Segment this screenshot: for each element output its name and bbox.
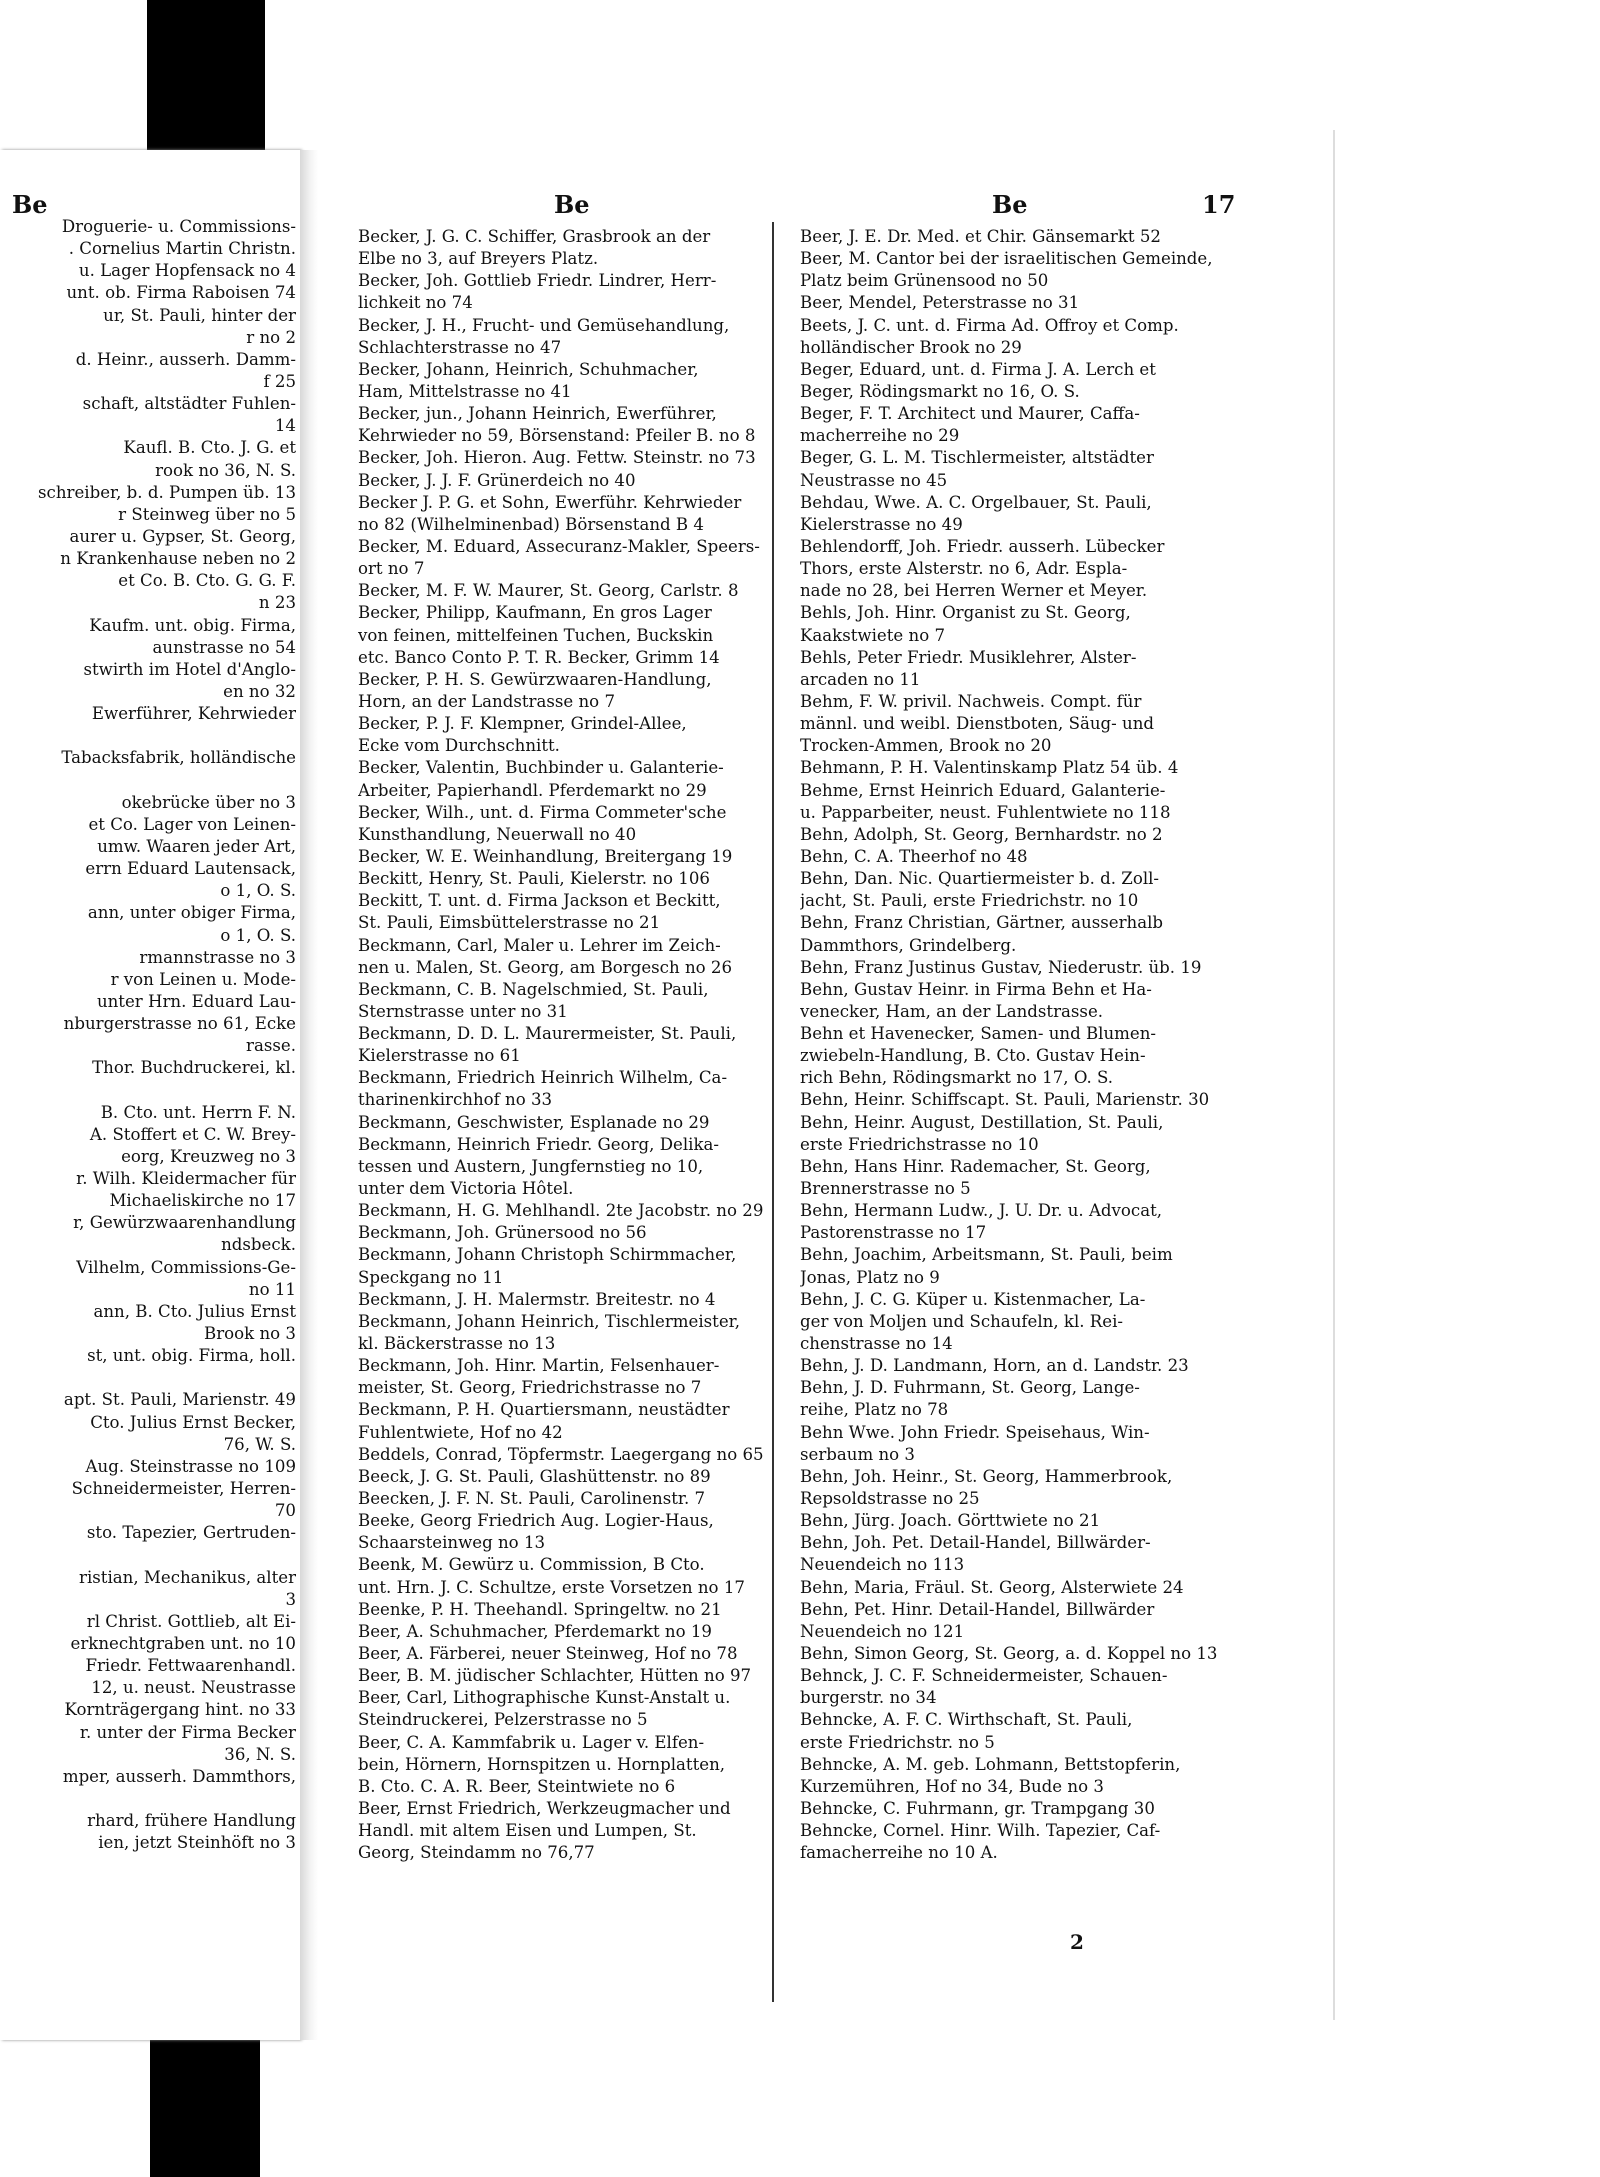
directory-line: Kaakstwiete no 7 (800, 625, 946, 645)
directory-line: Behn, J. D. Landmann, Horn, an d. Landstr. 23 (800, 1356, 1189, 1376)
directory-line: errn Eduard Lautensack, (85, 859, 296, 879)
left-page-column (0, 216, 296, 1854)
directory-line: rich Behn, Rödingsmarkt no 17, O. S. (800, 1068, 1114, 1088)
directory-line (0, 1079, 296, 1101)
directory-line: nade no 28, bei Herren Werner et Meyer. (800, 581, 1148, 601)
directory-line: Schaarsteinweg no 13 (358, 1533, 546, 1553)
directory-line: Vilhelm, Commissions-Ge- (76, 1257, 296, 1277)
directory-line: Behn, Hans Hinr. Rademacher, St. Georg, (800, 1156, 1151, 1176)
directory-line: rhard, frühere Handlung (87, 1811, 296, 1831)
directory-line: Beddels, Conrad, Töpfermstr. Laegergang no 65 (358, 1444, 764, 1464)
directory-line: ger von Moljen und Schaufeln, kl. Rei- (800, 1311, 1124, 1331)
directory-line: Beer, C. A. Kammfabrik u. Lager v. Elfen- (358, 1732, 705, 1752)
directory-line: rl Christ. Gottlieb, alt Ei- (86, 1611, 296, 1631)
directory-line: Sternstrasse unter no 31 (358, 1001, 568, 1021)
directory-line: Beger, Eduard, unt. d. Firma J. A. Lerch et (800, 359, 1156, 379)
directory-line: meister, St. Georg, Friedrichstrasse no 7 (358, 1378, 702, 1398)
directory-line: Kehrwieder no 59, Börsenstand: Pfeiler B. no 8 (358, 426, 756, 446)
directory-line: Becker, Johann, Heinrich, Schuhmacher, (358, 359, 699, 379)
directory-line: ann, unter obiger Firma, (87, 903, 296, 923)
directory-line: chenstrasse no 14 (800, 1334, 953, 1354)
directory-line: Behn, Hermann Ludw., J. U. Dr. u. Advocat, (800, 1201, 1163, 1221)
directory-line: Georg, Steindamm no 76,77 (358, 1843, 595, 1863)
directory-line: ristian, Mechanikus, alter (79, 1567, 296, 1587)
directory-line: erste Friedrichstrasse no 10 (800, 1134, 1039, 1154)
directory-line: Michaeliskirche no 17 (109, 1191, 296, 1211)
directory-line: rmannstrasse no 3 (139, 947, 296, 967)
directory-line: unt. ob. Firma Raboisen 74 (66, 283, 296, 303)
directory-line: Beckmann, Geschwister, Esplanade no 29 (358, 1112, 710, 1132)
directory-line: u. Lager Hopfensack no 4 (78, 261, 296, 281)
directory-line: Behn, Simon Georg, St. Georg, a. d. Koppel no 13 (800, 1644, 1218, 1663)
directory-line: Behn, Gustav Heinr. in Firma Behn et Ha- (800, 979, 1152, 999)
directory-line: Behncke, C. Fuhrmann, gr. Trampgang 30 (800, 1798, 1155, 1818)
directory-line: tessen und Austern, Jungfernstieg no 10, (358, 1156, 704, 1176)
directory-line: rasse. (246, 1036, 296, 1056)
directory-line: Behn, Jürg. Joach. Görttwiete no 21 (800, 1511, 1101, 1531)
directory-line: 12, u. neust. Neustrasse (91, 1678, 296, 1698)
directory-line: Fuhlentwiete, Hof no 42 (358, 1422, 563, 1442)
directory-line: umw. Waaren jeder Art, (97, 836, 296, 856)
directory-line: st, unt. obig. Firma, holl. (87, 1346, 296, 1366)
directory-line: Becker, J. G. C. Schiffer, Grasbrook an der (358, 227, 711, 246)
directory-line (0, 770, 296, 792)
directory-line (0, 1788, 296, 1810)
directory-line: Behncke, A. M. geb. Lohmann, Bettstopferin, (800, 1754, 1181, 1774)
directory-line: Neustrasse no 45 (800, 470, 948, 490)
directory-line: Beenk, M. Gewürz u. Commission, B Cto. (358, 1555, 705, 1575)
directory-line: en no 32 (223, 681, 296, 701)
directory-line: Schneidermeister, Herren- (71, 1479, 296, 1499)
column-divider (772, 222, 774, 2002)
directory-line: mper, ausserh. Dammthors, (62, 1766, 296, 1786)
directory-line: Behn, Heinr. August, Destillation, St. Pauli, (800, 1112, 1164, 1132)
directory-line: von feinen, mittelfeinen Tuchen, Buckskin (358, 625, 714, 645)
directory-line: Behn, Franz Justinus Gustav, Niederustr. üb. 19 (800, 957, 1202, 977)
directory-line: Behdau, Wwe. A. C. Orgelbauer, St. Pauli, (800, 492, 1152, 512)
directory-line: Steindruckerei, Pelzerstrasse no 5 (358, 1710, 648, 1730)
directory-line: Becker, Wilh., unt. d. Firma Commeter'sche (358, 802, 727, 822)
directory-line: Kielerstrasse no 49 (800, 514, 963, 534)
directory-line: aurer u. Gypser, St. Georg, (69, 526, 296, 546)
directory-line: o 1, O. S. (220, 925, 296, 945)
directory-line: u. Papparbeiter, neust. Fuhlentwiete no 118 (800, 802, 1171, 822)
directory-line: Behls, Peter Friedr. Musiklehrer, Alster- (800, 647, 1137, 667)
directory-line: Behn, Pet. Hinr. Detail-Handel, Billwärder (800, 1599, 1155, 1619)
directory-line: d. Heinr., ausserh. Damm- (75, 349, 296, 369)
directory-line: Kaufm. unt. obig. Firma, (89, 615, 296, 635)
directory-line: St. Pauli, Eimsbüttelerstrasse no 21 (358, 913, 661, 933)
directory-line: nen u. Malen, St. Georg, am Borgesch no 26 (358, 957, 733, 977)
directory-line: Beeck, J. G. St. Pauli, Glashüttenstr. no 89 (358, 1466, 711, 1486)
directory-line: Behn, Maria, Fräul. St. Georg, Alsterwiete 24 (800, 1577, 1184, 1597)
directory-line: Becker, M. Eduard, Assecuranz-Makler, Speers- (358, 536, 760, 556)
right-page-header-left: Be (554, 190, 590, 219)
directory-line: Beckmann, Heinrich Friedr. Georg, Delika- (358, 1134, 720, 1154)
directory-line: Behn, C. A. Theerhof no 48 (800, 846, 1028, 866)
directory-line: Behn, Joh. Heinr., St. Georg, Hammerbrook, (800, 1466, 1173, 1486)
directory-line: Behn, Dan. Nic. Quartiermeister b. d. Zoll- (800, 869, 1160, 889)
directory-line: r. Wilh. Kleidermacher für (76, 1169, 296, 1189)
directory-line: Handl. mit altem Eisen und Lumpen, St. (358, 1821, 697, 1841)
directory-line: Brook no 3 (204, 1324, 296, 1344)
bottom-left-black-bar (150, 2040, 260, 2177)
directory-line: unt. Hrn. J. C. Schultze, erste Vorsetzen no 17 (358, 1577, 745, 1597)
directory-line: Tabacksfabrik, holländische (61, 748, 296, 768)
directory-line: zwiebeln-Handlung, B. Cto. Gustav Hein- (800, 1046, 1146, 1066)
directory-line: ndsbeck. (221, 1235, 296, 1255)
directory-line: Kurzemühren, Hof no 34, Bude no 3 (800, 1776, 1104, 1796)
directory-line: Beckmann, Joh. Hinr. Martin, Felsenhauer- (358, 1356, 720, 1376)
directory-line: Becker, Philipp, Kaufmann, En gros Lager (358, 603, 712, 623)
directory-line: Beer, Mendel, Peterstrasse no 31 (800, 293, 1080, 313)
directory-line: r von Leinen u. Mode- (110, 969, 296, 989)
directory-line: apt. St. Pauli, Marienstr. 49 (63, 1390, 296, 1410)
directory-line: Beckmann, J. H. Malermstr. Breitestr. no 4 (358, 1289, 716, 1309)
top-left-black-bar (147, 0, 265, 150)
directory-line: Behn, J. C. G. Küper u. Kistenmacher, La- (800, 1289, 1146, 1309)
directory-line: et Co. B. Cto. G. G. F. (118, 571, 296, 591)
directory-line: Beger, G. L. M. Tischlermeister, altstädter (800, 448, 1154, 468)
directory-line: unter dem Victoria Hôtel. (358, 1179, 574, 1199)
directory-line: . Cornelius Martin Christn. (68, 239, 296, 259)
directory-line: jacht, St. Pauli, erste Friedrichstr. no 10 (800, 891, 1139, 911)
directory-line: Beckmann, D. D. L. Maurermeister, St. Pauli, (358, 1024, 737, 1044)
directory-line: Behls, Joh. Hinr. Organist zu St. Georg, (800, 603, 1131, 623)
directory-line: Behn, Adolph, St. Georg, Bernhardstr. no 2 (800, 824, 1163, 844)
page-number: 17 (1202, 190, 1236, 219)
directory-line: Behnck, J. C. F. Schneidermeister, Schauen- (800, 1666, 1168, 1686)
directory-line: Becker J. P. G. et Sohn, Ewerführ. Kehrwieder (358, 492, 742, 512)
directory-line: Kielerstrasse no 61 (358, 1046, 521, 1066)
directory-line: reihe, Platz no 78 (800, 1400, 949, 1420)
directory-line: ien, jetzt Steinhöft no 3 (98, 1833, 296, 1853)
directory-line: Behn et Havenecker, Samen- und Blumen- (800, 1024, 1157, 1044)
directory-line: Cto. Julius Ernst Becker, (90, 1412, 296, 1432)
directory-line: stwirth im Hotel d'Anglo- (83, 659, 296, 679)
directory-line: Horn, an der Landstrasse no 7 (358, 691, 616, 711)
directory-line: o 1, O. S. (220, 881, 296, 901)
directory-line: Becker, Joh. Hieron. Aug. Fettw. Steinstr. no 73 (358, 448, 756, 468)
directory-line: serbaum no 3 (800, 1444, 915, 1464)
directory-line: r Steinweg über no 5 (118, 504, 296, 524)
directory-line: 3 (285, 1589, 296, 1609)
directory-line (0, 725, 296, 747)
directory-line: 76, W. S. (223, 1434, 296, 1454)
directory-line: n Krankenhause neben no 2 (60, 549, 296, 569)
directory-line: r. unter der Firma Becker (79, 1722, 296, 1742)
directory-line: Becker, Valentin, Buchbinder u. Galanterie- (358, 758, 724, 778)
directory-line: Beckmann, C. B. Nagelschmied, St. Pauli, (358, 979, 709, 999)
directory-line: Behm, F. W. privil. Nachweis. Compt. für (800, 691, 1142, 711)
directory-line: famacherreihe no 10 A. (800, 1843, 998, 1863)
directory-column-2 (800, 226, 1250, 1864)
directory-line: Beger, Rödingsmarkt no 16, O. S. (800, 381, 1080, 401)
directory-line: Becker, P. H. S. Gewürzwaaren-Handlung, (358, 669, 712, 689)
directory-line: Beer, A. Schuhmacher, Pferdemarkt no 19 (358, 1621, 712, 1641)
right-page (318, 130, 1335, 2020)
directory-line: Beckmann, Joh. Grünersood no 56 (358, 1223, 647, 1243)
directory-line: Behn, Joh. Pet. Detail-Handel, Billwärder- (800, 1533, 1151, 1553)
directory-line: rook no 36, N. S. (155, 460, 296, 480)
directory-line: erknechtgraben unt. no 10 (70, 1634, 296, 1653)
directory-line: Trocken-Ammen, Brook no 20 (800, 736, 1052, 756)
directory-line: Behn, Franz Christian, Gärtner, ausserhalb (800, 913, 1164, 933)
directory-line: Dammthors, Grindelberg. (800, 935, 1017, 955)
directory-line: Becker, jun., Johann Heinrich, Ewerführer, (358, 404, 717, 424)
directory-line: Beckmann, H. G. Mehlhandl. 2te Jacobstr. no 29 (358, 1201, 764, 1221)
directory-line: schreiber, b. d. Pumpen üb. 13 (38, 482, 296, 502)
directory-line: Thor. Buchdruckerei, kl. (92, 1058, 296, 1078)
directory-line: okebrücke über no 3 (121, 792, 296, 812)
directory-line: B. Cto. C. A. R. Beer, Steintwiete no 6 (358, 1776, 676, 1796)
directory-line: Beenke, P. H. Theehandl. Springeltw. no 21 (358, 1599, 722, 1619)
directory-line: Becker, M. F. W. Maurer, St. Georg, Carlstr. 8 (358, 581, 739, 601)
directory-line: tharinenkirchhof no 33 (358, 1090, 553, 1110)
directory-line: unter Hrn. Eduard Lau- (96, 991, 296, 1011)
directory-line: Beckmann, Friedrich Heinrich Wilhelm, Ca- (358, 1068, 728, 1088)
directory-line: Becker, J. J. F. Grünerdeich no 40 (358, 470, 636, 490)
directory-line: Elbe no 3, auf Breyers Platz. (358, 249, 599, 269)
directory-line: Becker, W. E. Weinhandlung, Breitergang 19 (358, 846, 733, 866)
directory-line: Beer, A. Färberei, neuer Steinweg, Hof no 78 (358, 1644, 738, 1663)
directory-line: Kaufl. B. Cto. J. G. et (123, 438, 296, 458)
directory-line: kl. Bäckerstrasse no 13 (358, 1334, 556, 1354)
directory-line: r, Gewürzwaarenhandlung (73, 1213, 296, 1233)
directory-line: Kornträgergang hint. no 33 (64, 1700, 296, 1720)
directory-line: venecker, Ham, an der Landstrasse. (800, 1001, 1104, 1021)
directory-line: Beecken, J. F. N. St. Pauli, Carolinenstr. 7 (358, 1489, 706, 1509)
directory-line: sto. Tapezier, Gertruden- (86, 1523, 296, 1543)
directory-line: eorg, Kreuzweg no 3 (121, 1146, 296, 1166)
directory-line: männl. und weibl. Dienstboten, Säug- und (800, 714, 1155, 734)
directory-line: arcaden no 11 (800, 669, 921, 689)
directory-line: Behn Wwe. John Friedr. Speisehaus, Win- (800, 1422, 1150, 1442)
directory-line: schaft, altstädter Fuhlen- (82, 394, 296, 414)
directory-line: Beeke, Georg Friedrich Aug. Logier-Haus, (358, 1511, 714, 1531)
directory-line: Beer, Ernst Friedrich, Werkzeugmacher und (358, 1798, 731, 1818)
directory-line: Beger, F. T. Architect und Maurer, Caffa- (800, 404, 1140, 424)
directory-line: B. Cto. unt. Herrn F. N. (100, 1102, 296, 1122)
directory-line: Platz beim Grünensood no 50 (800, 271, 1049, 291)
directory-line (0, 1367, 296, 1389)
directory-line: Schlachterstrasse no 47 (358, 337, 562, 357)
directory-line: A. Stoffert et C. W. Brey- (89, 1124, 296, 1144)
directory-line: Neuendeich no 113 (800, 1555, 965, 1575)
directory-line: holländischer Brook no 29 (800, 337, 1022, 357)
directory-line: Behmann, P. H. Valentinskamp Platz 54 üb. 4 (800, 758, 1179, 778)
directory-line: Kunsthandlung, Neuerwall no 40 (358, 824, 637, 844)
left-page (0, 150, 300, 2040)
directory-line: Jonas, Platz no 9 (800, 1267, 940, 1287)
directory-line: burgerstr. no 34 (800, 1688, 937, 1708)
directory-line: Brennerstrasse no 5 (800, 1179, 971, 1199)
directory-line: Pastorenstrasse no 17 (800, 1223, 987, 1243)
directory-line: ann, B. Cto. Julius Ernst (93, 1301, 296, 1321)
directory-line: Beer, M. Cantor bei der israelitischen Gemeinde, (800, 249, 1213, 269)
directory-line: no 82 (Wilhelminenbad) Börsenstand B 4 (358, 514, 704, 534)
directory-line: Neuendeich no 121 (800, 1621, 965, 1641)
directory-line: 36, N. S. (224, 1744, 296, 1764)
signature-mark: 2 (1070, 1930, 1084, 1954)
directory-line: Ewerführer, Kehrwieder (91, 704, 296, 724)
right-page-header-right: Be (992, 190, 1028, 219)
directory-line: Behn, Heinr. Schiffscapt. St. Pauli, Marienstr. 30 (800, 1090, 1210, 1110)
directory-line: Beets, J. C. unt. d. Firma Ad. Offroy et Comp. (800, 315, 1179, 335)
directory-line: ur, St. Pauli, hinter der (103, 305, 296, 325)
directory-line: Beer, J. E. Dr. Med. et Chir. Gänsemarkt 52 (800, 227, 1161, 246)
directory-line: Droguerie- u. Commissions- (61, 217, 296, 236)
left-page-header: Be (12, 190, 48, 219)
directory-line (0, 1544, 296, 1566)
book-spine (300, 150, 318, 2040)
directory-line: Beckmann, Carl, Maler u. Lehrer im Zeich- (358, 935, 721, 955)
directory-line: Friedr. Fettwaarenhandl. (85, 1656, 296, 1676)
directory-line: Repsoldstrasse no 25 (800, 1489, 980, 1509)
directory-line: Speckgang no 11 (358, 1267, 504, 1287)
directory-line: Beer, Carl, Lithographische Kunst-Anstalt u. (358, 1688, 731, 1708)
directory-line: Becker, P. J. F. Klempner, Grindel-Allee, (358, 714, 687, 734)
directory-line: aunstrasse no 54 (152, 637, 296, 657)
directory-line: Beer, B. M. jüdischer Schlachter, Hütten no 97 (358, 1666, 752, 1686)
directory-line: Beckmann, Johann Heinrich, Tischlermeister, (358, 1311, 741, 1331)
directory-line: f 25 (263, 371, 296, 391)
directory-line: Beckitt, Henry, St. Pauli, Kielerstr. no 106 (358, 869, 710, 889)
directory-column-1 (358, 226, 793, 1864)
directory-line: et Co. Lager von Leinen- (88, 814, 296, 834)
directory-line: Ecke vom Durchschnitt. (358, 736, 560, 756)
directory-line: ort no 7 (358, 559, 425, 579)
directory-line: Behn, Joachim, Arbeitsmann, St. Pauli, beim (800, 1245, 1173, 1265)
directory-line: Behn, J. D. Fuhrmann, St. Georg, Lange- (800, 1378, 1140, 1398)
directory-line: n 23 (258, 593, 296, 613)
directory-line: Beckmann, P. H. Quartiersmann, neustädter (358, 1400, 730, 1420)
directory-line: 14 (274, 416, 296, 436)
directory-line: Beckmann, Johann Christoph Schirmmacher, (358, 1245, 737, 1265)
directory-line: nburgerstrasse no 61, Ecke (63, 1014, 296, 1034)
directory-line: Becker, J. H., Frucht- und Gemüsehandlung, (358, 315, 730, 335)
directory-line: bein, Hörnern, Hornspitzen u. Hornplatten, (358, 1754, 726, 1774)
directory-line: 70 (274, 1501, 296, 1521)
directory-line: r no 2 (246, 327, 296, 347)
directory-line: Behncke, A. F. C. Wirthschaft, St. Pauli, (800, 1710, 1133, 1730)
directory-line: Behncke, Cornel. Hinr. Wilh. Tapezier, Caf- (800, 1821, 1161, 1841)
directory-line: Beckitt, T. unt. d. Firma Jackson et Beckitt, (358, 891, 721, 911)
directory-line: Behlendorff, Joh. Friedr. ausserh. Lübecker (800, 536, 1165, 556)
directory-line: macherreihe no 29 (800, 426, 960, 446)
directory-line: Thors, erste Alsterstr. no 6, Adr. Espla- (800, 559, 1128, 579)
directory-line: Ham, Mittelstrasse no 41 (358, 381, 572, 401)
directory-line: no 11 (248, 1279, 296, 1299)
directory-line: Behme, Ernst Heinrich Eduard, Galanterie- (800, 780, 1166, 800)
directory-line: lichkeit no 74 (358, 293, 473, 313)
directory-line: Becker, Joh. Gottlieb Friedr. Lindrer, Herr- (358, 271, 717, 291)
directory-line: etc. Banco Conto P. T. R. Becker, Grimm 14 (358, 647, 720, 667)
directory-line: erste Friedrichstr. no 5 (800, 1732, 995, 1752)
directory-line: Aug. Steinstrasse no 109 (85, 1456, 296, 1476)
directory-line: Arbeiter, Papierhandl. Pferdemarkt no 29 (358, 780, 707, 800)
